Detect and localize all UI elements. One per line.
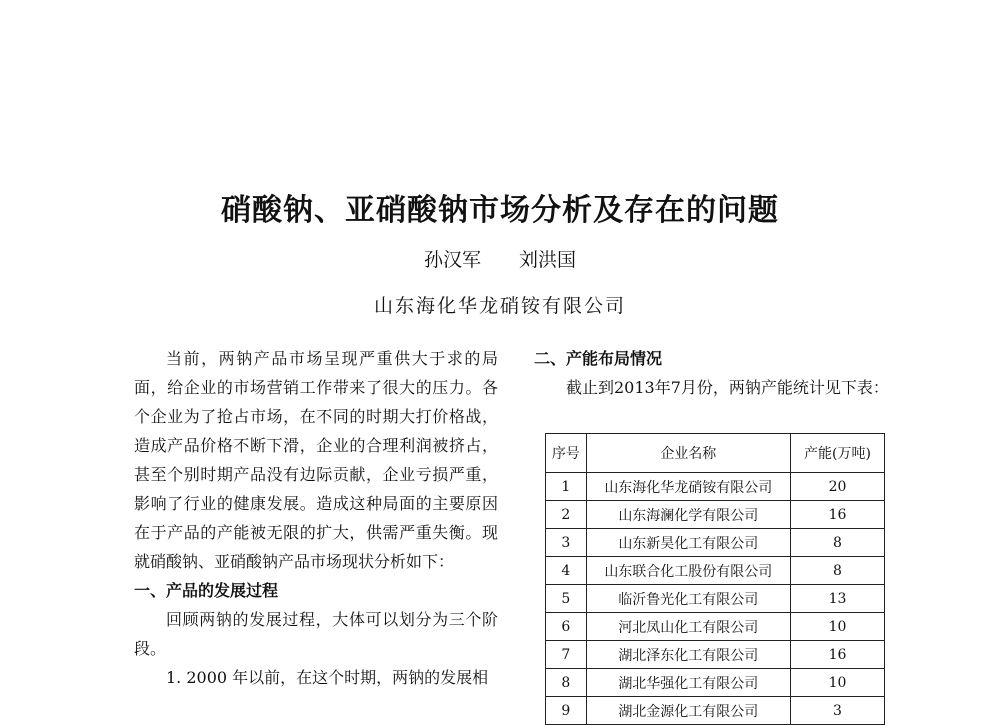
left-column	[134, 344, 498, 692]
table-row	[546, 613, 885, 641]
table-row	[546, 669, 885, 697]
capacity-table	[545, 433, 885, 725]
table-cell: 13	[791, 585, 885, 613]
table-cell: 湖北华强化工有限公司	[586, 669, 790, 697]
body-paragraph: 1. 2000 年以前，在这个时期，两钠的发展相	[166, 668, 489, 687]
table-row	[546, 641, 885, 669]
table-cell: 山东海澜化学有限公司	[586, 501, 790, 529]
table-cell: 湖北金源化工有限公司	[586, 697, 790, 725]
table-cell: 8	[791, 557, 885, 585]
table-cell: 8	[546, 669, 587, 697]
table-cell: 湖北泽东化工有限公司	[586, 641, 790, 669]
section-heading: 一、产品的发展过程	[134, 581, 279, 600]
table-cell: 8	[791, 529, 885, 557]
table-cell: 7	[546, 641, 587, 669]
table-cell: 3	[791, 697, 885, 725]
author-name: 孙汉军	[423, 249, 481, 271]
table-header-cell: 产能(万吨)	[791, 434, 885, 473]
table-row	[546, 557, 885, 585]
table-row	[546, 473, 885, 501]
table-cell: 10	[791, 669, 885, 697]
table-cell: 9	[546, 697, 587, 725]
table-row	[546, 697, 885, 725]
table-header-row	[546, 434, 885, 473]
table-cell: 16	[791, 501, 885, 529]
table-cell: 16	[791, 641, 885, 669]
intro-paragraph: 当前，两钠产品市场呈现严重供大于求的局面，给企业的市场营销工作带来了很大的压力。各个企业为了抢占市场，在不同的时期大打价格战，造成产品价格不断下滑，企业的合理利润被挤占，甚至个别时期产品没有边际贡献，企业亏损严重，影响了行业的健康发展。造成这种局面的主要原因在于产品的产能被无限的扩大，供需严重失衡。现就硝酸钠、亚硝酸钠产品市场现状分析如下：	[134, 349, 498, 571]
table-row	[546, 529, 885, 557]
body-paragraph: 回顾两钠的发展过程，大体可以划分为三个阶段。	[134, 610, 498, 658]
table-cell: 1	[546, 473, 587, 501]
table-header-cell: 企业名称	[586, 434, 790, 473]
authors	[0, 245, 1000, 272]
section-heading: 二、产能布局情况	[534, 349, 663, 368]
table-row	[546, 585, 885, 613]
table-cell: 2	[546, 501, 587, 529]
table-cell: 20	[791, 473, 885, 501]
author-name: 刘洪国	[519, 249, 577, 271]
affiliation: 山东海化华龙硝铵有限公司	[373, 295, 626, 317]
table-cell: 3	[546, 529, 587, 557]
table-cell: 山东海化华龙硝铵有限公司	[586, 473, 790, 501]
table-cell: 临沂鲁光化工有限公司	[586, 585, 790, 613]
table-header-cell: 序号	[546, 434, 587, 473]
table-cell: 5	[546, 585, 587, 613]
table-cell: 10	[791, 613, 885, 641]
table-cell: 河北凤山化工有限公司	[586, 613, 790, 641]
body-paragraph: 截止到2013年7月份，两钠产能统计见下表：	[566, 378, 889, 397]
table-cell: 山东新昊化工有限公司	[586, 529, 790, 557]
table-cell: 4	[546, 557, 587, 585]
right-column	[534, 344, 896, 402]
table-cell: 6	[546, 613, 587, 641]
paper-title: 硝酸钠、亚硝酸钠市场分析及存在的问题	[221, 193, 779, 228]
table-cell: 山东联合化工股份有限公司	[586, 557, 790, 585]
table-row	[546, 501, 885, 529]
